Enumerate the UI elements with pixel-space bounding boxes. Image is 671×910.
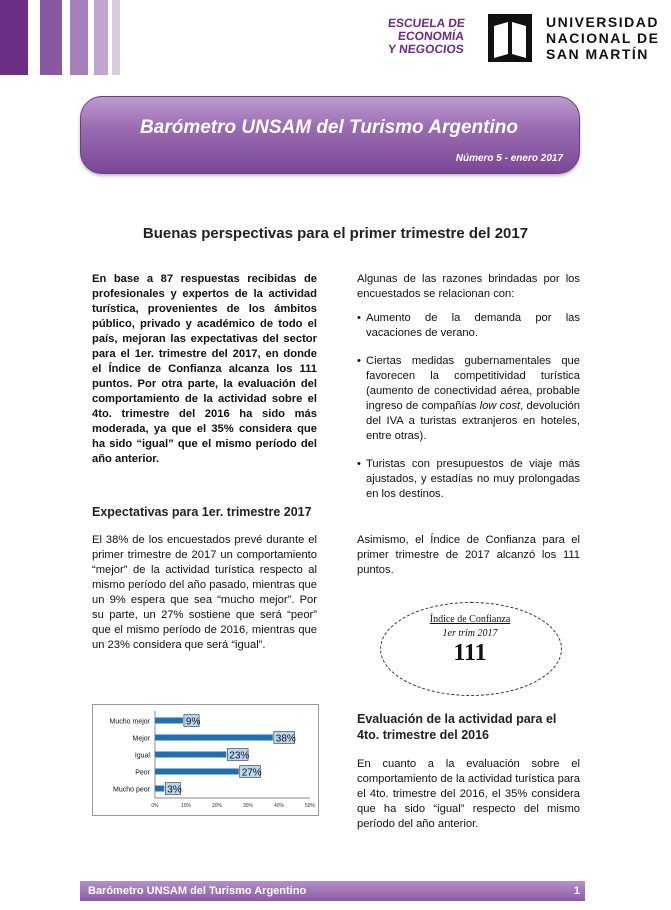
stripe-1 <box>0 0 28 75</box>
left-intro: En base a 87 respuestas recibidas de profesionales y expertos de la actividad turística, provenientes de los ámbitos público, privado y académico de todo el país, mejoran las expectativas del sector para el 1er. trimestre del 2017, en donde el Índice de Confianza alcanza los 111 puntos. Por otra parte, la evaluación del comportamiento de la actividad sobre el 4to. trimestre del 2016 ha sido más moderada, ya que el 35% considera que ha sido “igual” que el mismo período del año anterior. <box>92 273 317 465</box>
indice-value: 111 <box>453 640 487 666</box>
chart-category-label: Mucho peor <box>113 786 150 794</box>
footer-title: Barómetro UNSAM del Turismo Argentino <box>88 885 307 897</box>
universidad-line-3: SAN MARTÍN <box>546 46 649 62</box>
reason-item-1: • Aumento de la demanda por las vacaciones de verano. <box>357 311 580 341</box>
reasons-list <box>357 311 580 502</box>
main-title: Buenas perspectivas para el primer trimestre del 2017 <box>142 225 529 242</box>
banner-title: Barómetro UNSAM del Turismo Argentino <box>140 117 518 138</box>
expectativas-chart-svg <box>93 705 318 815</box>
chart-x-tick-label: 40% <box>273 803 285 809</box>
escuela-logo <box>388 17 488 56</box>
chart-x-tick-label: 0% <box>151 803 159 809</box>
chart-data-label: 9% <box>185 716 201 728</box>
universidad-line-1: UNIVERSIDAD <box>546 14 659 30</box>
stripe-4 <box>94 0 108 75</box>
chart-x-tick-label: 20% <box>211 803 223 809</box>
universidad-logo <box>546 14 659 62</box>
reason-item-3: • Turistas con presupuestos de viaje más ajustados, y estadías no muy prolongadas en los destinos. <box>357 457 580 502</box>
reason-item-2: • Ciertas medidas gubernamentales que favorecen la competitividad turística (aumento de conectividad aérea, probable ingreso de compañías low cost, devolución del IVA a turistas extranjeros en hoteles, entre otras). <box>357 354 580 444</box>
stripe-3 <box>70 0 88 75</box>
chart-category-label: Igual <box>134 752 150 760</box>
chart-data-label: 23% <box>229 750 250 762</box>
chart-category-label: Mucho mejor <box>109 718 150 726</box>
stripe-2 <box>40 0 62 75</box>
indice-label: Índice de Confianza <box>429 614 511 625</box>
chart-x-tick-label: 30% <box>242 803 254 809</box>
right-intro: Algunas de las razones brindadas por los encuestados se relacionan con: <box>357 273 580 300</box>
left-section-title: Expectativas para 1er. trimestre 2017 <box>92 505 312 519</box>
chart-category-label: Peor <box>135 769 150 777</box>
chart-category-label: Mejor <box>132 735 150 743</box>
chart-x-tick-label: 10% <box>180 803 192 809</box>
indice-period: 1er trim 2017 <box>442 628 498 639</box>
escuela-line-2: ECONOMÍA <box>397 29 465 43</box>
escuela-line-3: Y NEGOCIOS <box>387 42 465 56</box>
book-icon <box>488 14 532 62</box>
universidad-line-2: NACIONAL DE <box>546 30 660 46</box>
right-section-text: En cuanto a la evaluación sobre el comportamiento de la actividad turística para el 4to. trimestre del 2016, el 35% considera que ha sido “igual” respecto del mismo período del año anterior. <box>357 758 580 830</box>
chart-bar <box>155 735 273 741</box>
chart-bar <box>155 752 226 758</box>
banner-issue-number: Número 5 - enero 2017 <box>455 153 563 164</box>
page-number: 1 <box>573 885 580 897</box>
chart-bar <box>155 718 183 724</box>
confianza-text: Asimismo, el Índice de Confianza para el primer trimestre de 2017 alcanzó los 111 puntos. <box>357 534 580 576</box>
left-section-text: El 38% de los encuestados prevé durante el primer trimestre de 2017 un comportamiento “mejor” de la actividad turística respecto al mismo período del año pasado, mientras que un 9% espera que sea “mucho mejor”. Por su parte, un 27% sostiene que será “peor” que el mismo período de 2016, mientras que un 23% considera que será “igual”. <box>92 534 317 651</box>
chart-x-tick-label: 50% <box>304 803 316 809</box>
expectativas-chart <box>92 704 319 816</box>
chart-bar <box>155 769 239 775</box>
escuela-line-1: ESCUELA DE <box>387 16 466 30</box>
chart-data-label: 3% <box>167 784 182 796</box>
chart-data-label: 38% <box>275 733 296 745</box>
right-section-title: Evaluación de la actividad para el 4to. trimestre del 2016 <box>357 712 557 742</box>
chart-data-label: 27% <box>241 767 262 779</box>
stripe-5 <box>112 0 120 75</box>
chart-bar <box>155 786 164 792</box>
